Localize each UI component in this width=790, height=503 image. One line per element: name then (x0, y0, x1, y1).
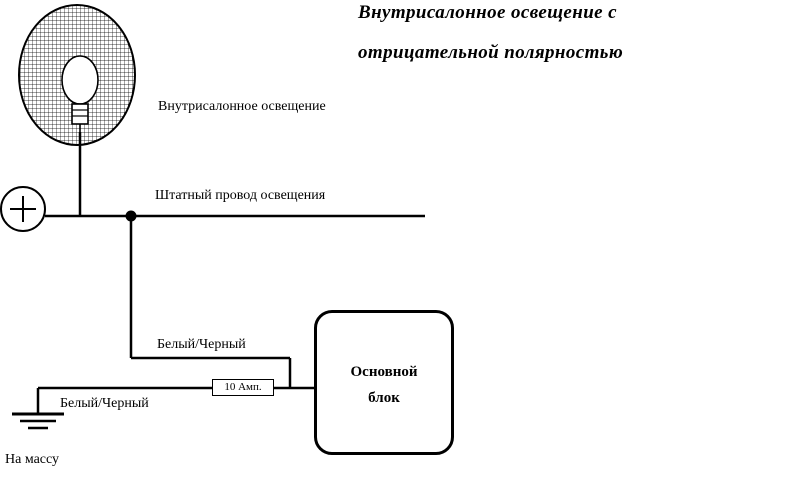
label-interior-light: Внутрисалонное освещение (158, 99, 326, 114)
main-unit-label-line-2: блок (368, 390, 400, 406)
white-black-wire-upper (131, 216, 314, 388)
diagram-title-line-2: отрицательной полярностью (358, 42, 624, 63)
fuse-box (212, 379, 274, 396)
interior-light-fixture (19, 5, 135, 145)
label-ground: На массу (5, 452, 60, 467)
main-unit-label-line-1: Основной (350, 364, 418, 380)
label-standard-wire: Штатный провод освещения (155, 188, 326, 203)
fuse-label: 10 Амп. (224, 381, 262, 393)
main-unit-box (314, 310, 454, 455)
label-white-black-lower: Белый/Черный (60, 396, 149, 411)
positive-terminal (1, 187, 45, 231)
label-white-black-upper: Белый/Черный (157, 337, 246, 352)
diagram-title-line-1: Внутрисалонное освещение с (358, 2, 617, 23)
main-unit-label (317, 359, 451, 411)
